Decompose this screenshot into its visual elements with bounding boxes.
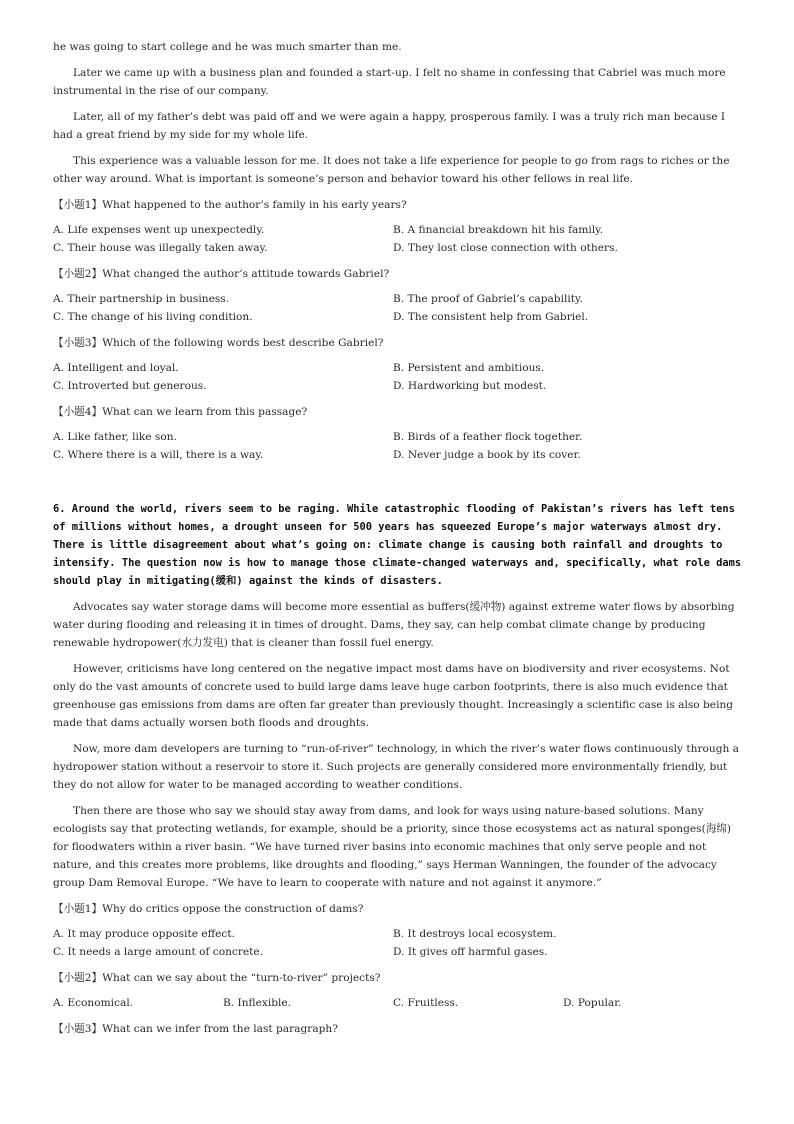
option-a: A. Economical. <box>53 997 134 1009</box>
question-stem: 【小题4】What can we learn from this passage? <box>53 406 308 418</box>
passage6-paragraph-4: Then there are those who say we should stay away from dams, and look for ways using nature-based solutions. Many ecologists say that protecting wetlands, for example, should be a priority, since those ecosystems act as natural sponges(海绵) for floodwaters within a river basin. “We have turned river basins into economic machines that only serve people and not nature, and this creates more problems, like droughts and flooding,” says Herman Wanningen, the founder of the advocacy group Dam Removal Europe. “We have to learn to cooperate with nature and not against it anymore.” <box>53 805 732 889</box>
option-d: D. The consistent help from Gabriel. <box>393 311 589 323</box>
answer-options <box>53 428 743 464</box>
option-c: C. Their house was illegally taken away. <box>53 242 268 254</box>
option-c: C. Where there is a will, there is a way. <box>53 449 264 461</box>
answer-options <box>53 994 743 1012</box>
option-b: B. It destroys local ecosystem. <box>393 928 557 940</box>
answer-options <box>53 290 743 326</box>
section-spacer <box>53 472 743 500</box>
document-page <box>53 38 743 1045</box>
option-d: D. It gives off harmful gases. <box>393 946 548 958</box>
question-stem: 【小题3】Which of the following words best describe Gabriel? <box>53 337 384 349</box>
passage6-question-1 <box>53 900 743 961</box>
passage5-paragraph-3: Later, all of my father’s debt was paid off and we were again a happy, prosperous family. I was a truly rich man because I had a great friend by my side for my whole life. <box>53 111 726 141</box>
option-c: C. Introverted but generous. <box>53 380 207 392</box>
option-b: B. Inflexible. <box>223 997 292 1009</box>
option-a: A. It may produce opposite effect. <box>53 928 235 940</box>
question-stem: 【小题2】What can we say about the “turn-to-river” projects? <box>53 972 381 984</box>
question-stem: 【小题1】What happened to the author’s family in his early years? <box>53 199 407 211</box>
passage5-question-1 <box>53 196 743 257</box>
option-d: D. They lost close connection with others. <box>393 242 618 254</box>
passage6-question-2 <box>53 969 743 1012</box>
option-d: D. Hardworking but modest. <box>393 380 547 392</box>
question-stem: 【小题1】Why do critics oppose the construction of dams? <box>53 903 364 915</box>
option-c: C. The change of his living condition. <box>53 311 253 323</box>
question-stem: 【小题2】What changed the author’s attitude towards Gabriel? <box>53 268 390 280</box>
option-c: C. Fruitless. <box>393 997 459 1009</box>
passage6-paragraph-2: However, criticisms have long centered on the negative impact most dams have on biodiversity and river ecosystems. Not only do the vast amounts of concrete used to build large dams leave huge carbon footprints, there is also much evidence that greenhouse gas emissions from dams are often far greater than previously thought. Increasingly a scientific case is also being made that dams actually worsen both floods and droughts. <box>53 663 734 729</box>
option-d: D. Never judge a book by its cover. <box>393 449 581 461</box>
option-b: B. Birds of a feather flock together. <box>393 431 583 443</box>
passage6-paragraph-3: Now, more dam developers are turning to “run-of-river” technology, in which the river’s water flows continuously through a hydropower station without a reservoir to store it. Such projects are generally considered more environmentally friendly, but they do not allow for water to be managed according to weather conditions. <box>53 743 739 791</box>
option-b: B. The proof of Gabriel’s capability. <box>393 293 583 305</box>
answer-options <box>53 359 743 395</box>
passage6-paragraph-1: Advocates say water storage dams will become more essential as buffers(缓冲物) against extreme water flows by absorbing water during flooding and releasing it in times of drought. Dams, they say, can help combat climate change by producing renewable hydropower(水力发电) that is cleaner than fossil fuel energy. <box>53 601 735 649</box>
answer-options <box>53 925 743 961</box>
option-b: B. A financial breakdown hit his family. <box>393 224 604 236</box>
option-a: A. Their partnership in business. <box>53 293 230 305</box>
option-d: D. Popular. <box>563 997 622 1009</box>
passage5-paragraph-4: This experience was a valuable lesson for me. It does not take a life experience for people to go from rags to riches or the other way around. What is important is someone’s person and behavior toward his other fellows in real life. <box>53 155 730 185</box>
passage6-intro: 6. Around the world, rivers seem to be raging. While catastrophic flooding of Pakistan’s rivers has left tens of millions without homes, a drought unseen for 500 years has squeezed Europe’s major waterways almost dry. There is little disagreement about what’s going on: climate change is causing both rainfall and droughts to intensify. The question now is how to manage those climate-changed waterways and, specifically, what role dams should play in mitigating(缓和) against the kinds of disasters. <box>53 503 742 587</box>
passage5-question-2 <box>53 265 743 326</box>
option-a: A. Intelligent and loyal. <box>53 362 179 374</box>
option-b: B. Persistent and ambitious. <box>393 362 545 374</box>
passage6-question-3 <box>53 1020 743 1038</box>
option-a: A. Like father, like son. <box>53 431 177 443</box>
option-c: C. It needs a large amount of concrete. <box>53 946 264 958</box>
answer-options <box>53 221 743 257</box>
option-a: A. Life expenses went up unexpectedly. <box>53 224 265 236</box>
passage5-paragraph-1: he was going to start college and he was much smarter than me. <box>53 41 402 53</box>
passage5-question-3 <box>53 334 743 395</box>
passage5-question-4 <box>53 403 743 464</box>
passage5-paragraph-2: Later we came up with a business plan and founded a start-up. I felt no shame in confessing that Cabriel was much more instrumental in the rise of our company. <box>53 67 726 97</box>
question-stem: 【小题3】What can we infer from the last paragraph? <box>53 1023 338 1035</box>
